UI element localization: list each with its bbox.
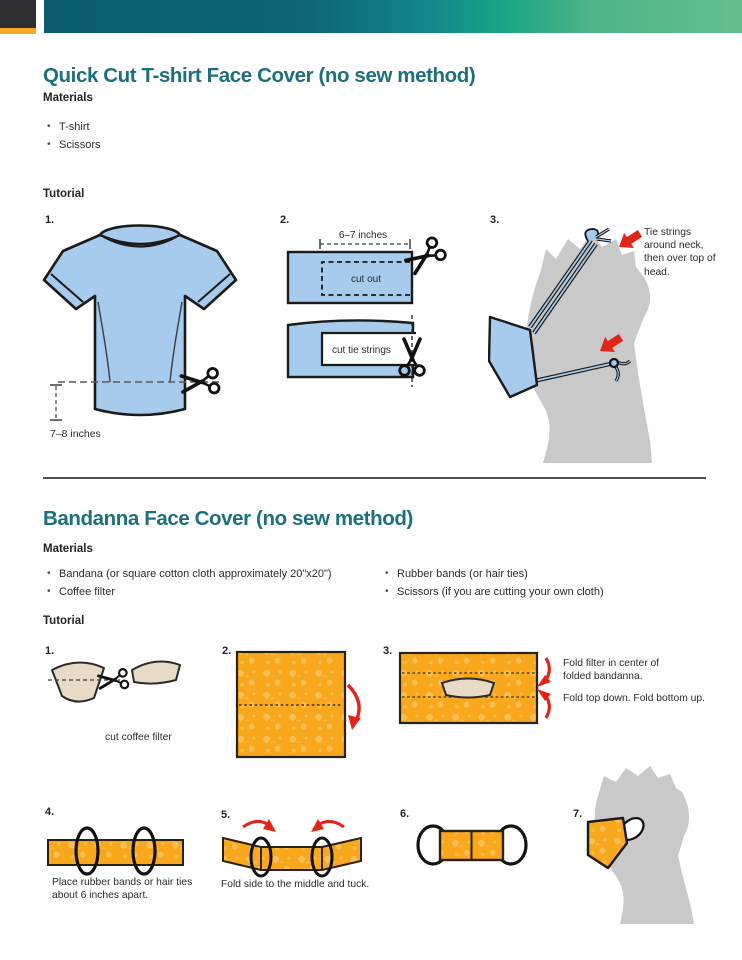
tshirt-tutorial-heading: Tutorial [43, 188, 85, 200]
head-silhouette [526, 233, 652, 463]
tshirt-step3-note: Tie strings around neck, then over top of head. [644, 227, 716, 278]
material-item: • Bandana (or square cotton cloth approximately 20"x20") [47, 565, 332, 583]
bandanna-step2-illustration [233, 646, 369, 764]
bandanna-materials-col1 [47, 565, 332, 601]
tshirt-step1-number: 1. [45, 214, 55, 226]
tshirt-step1-illustration [38, 224, 243, 446]
bandanna-step6-illustration [396, 816, 536, 874]
corner-orange-accent [0, 28, 36, 34]
bandanna-step5-illustration [216, 810, 371, 878]
bandanna-strip [48, 840, 183, 865]
scissors-icon [181, 368, 220, 396]
bandanna-step5-number: 5. [221, 809, 231, 821]
bandanna-step1-caption: cut coffee filter [105, 732, 172, 743]
bandanna-materials-col2 [385, 565, 604, 601]
bandanna-step4-number: 4. [45, 806, 55, 818]
tshirt-section-title: Quick Cut T-shirt Face Cover (no sew method) [43, 64, 476, 87]
bandanna-step7-number: 7. [573, 808, 583, 820]
filter-cut-piece [132, 661, 180, 683]
measure-label: 6–7 inches [338, 230, 388, 241]
tshirt-body [44, 235, 236, 415]
material-item: • T-shirt [47, 118, 101, 136]
material-item: • Rubber bands (or hair ties) [385, 565, 604, 583]
tshirt-materials-heading: Materials [43, 92, 93, 104]
material-item: • Coffee filter [47, 583, 332, 601]
bandanna-step1-number: 1. [45, 645, 55, 657]
string-bow [585, 229, 611, 241]
fold-arrow-left-head [263, 819, 276, 832]
cut-out-label: cut out [350, 274, 382, 285]
fold-arrow-right-head [311, 819, 324, 832]
face-mask [489, 317, 537, 397]
header-gradient-bar [44, 0, 742, 33]
measure-label: 7–8 inches [50, 428, 101, 440]
section-divider [43, 477, 706, 479]
bandanna-materials-heading: Materials [43, 543, 93, 555]
bandanna-step3-number: 3. [383, 645, 393, 657]
bandanna-step1-illustration [40, 652, 190, 716]
bandanna-tutorial-heading: Tutorial [43, 615, 85, 627]
material-item: • Scissors [47, 136, 101, 154]
corner-dark-block [0, 0, 36, 28]
bandanna-step3-illustration [396, 646, 558, 731]
tshirt-step2-number: 2. [280, 214, 290, 226]
filter-in-center [442, 679, 494, 698]
material-item: • Scissors (if you are cutting your own cloth) [385, 583, 604, 601]
bandanna-step3-note1: Fold filter in center of folded bandanna. [563, 658, 660, 683]
bandanna-step2-number: 2. [222, 645, 232, 657]
bandanna-step4-illustration [38, 818, 203, 878]
cut-tie-label: cut tie strings [332, 345, 391, 356]
tshirt-step3-number: 3. [490, 214, 500, 226]
bandanna-section-title: Bandanna Face Cover (no sew method) [43, 507, 413, 530]
tshirt-materials-list [47, 118, 101, 154]
bandanna-step6-number: 6. [400, 808, 410, 820]
bandanna-step7-illustration [558, 748, 703, 926]
coffee-filter [52, 662, 104, 701]
bandanna-step3-note2: Fold top down. Fold bottom up. [563, 693, 705, 704]
bandanna-step4-caption: Place rubber bands or hair ties about 6 inches apart. [52, 877, 193, 902]
bandanna-step5-caption: Fold side to the middle and tuck. [221, 879, 370, 890]
tshirt-step2-illustration [276, 222, 450, 394]
